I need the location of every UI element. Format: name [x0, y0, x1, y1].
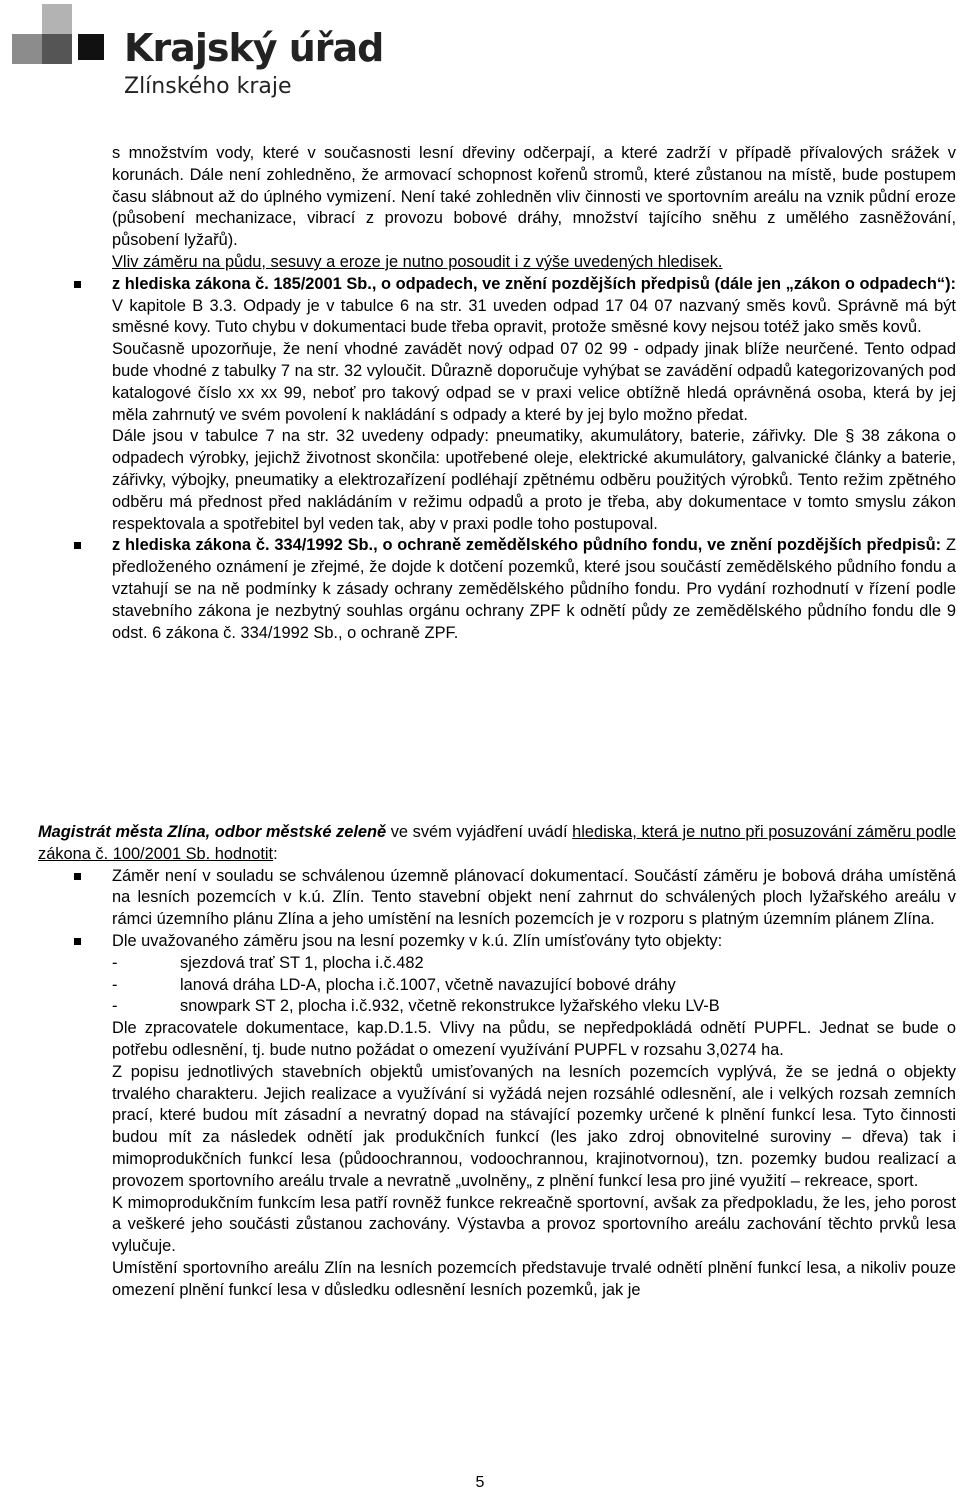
paragraph-erosion: s množstvím vody, které v současnosti lesní dřeviny odčerpají, a které zadrží v případě přívalových srážek v korunách. Dále není zohledněno, že armovací schopnost kořenů stromů, které zůstanou na místě, bude postupem času slábnout až do úplného vymizení. Není také zohledněn vliv činnosti ve sportovním areálu na vznik půdní eroze (působení mechanizace, vibrací z provozu bobové dráhy, množství tajícího sněhu z umělého zasněžování, působení lyžařů). [112, 144, 956, 250]
dash-mark: - [112, 975, 118, 994]
page-number: 5 [475, 1474, 485, 1491]
dash-item-text: snowpark ST 2, plocha i.č.932, včetně rekonstrukce lyžařského vleku LV-B [180, 997, 720, 1016]
dash-item [112, 996, 956, 1018]
dash-item [112, 953, 956, 975]
bullet-zoning-text: Záměr není v souladu se schválenou územně plánovací dokumentací. Součástí záměru je bobová dráha umístěná na lesních pozemcích v k.ú. Zlín. Tento stavební objekt není zahrnut do schválených ploch lyžařského areálu v rámci územního plánu Zlína a jeho umístění na lesních pozemcích je v rozporu s platným územním plánem Zlína. [112, 866, 956, 929]
logo-title: Krajský úřad [124, 26, 384, 70]
body-section-1 [112, 143, 956, 644]
logo-square-mid [12, 34, 42, 64]
logo-square-dark [42, 34, 72, 64]
body-section-2 [38, 822, 956, 1302]
section-heading-text: ve svém vyjádření uvádí [386, 823, 573, 841]
section-heading: Magistrát města Zlína, odbor městské zeleně [38, 823, 387, 841]
bullet-square-icon [74, 542, 81, 549]
paragraph-recreation: K mimoprodukčním funkcím lesa patří rovněž funkce rekreačně sportovní, avšak za předpokladu, že les, jeho porost a veškeré jeho součásti zůstanou zachovány. Výstavba a provoz sportovního areálu zachování těchto prvků lesa vylučuje. [112, 1193, 956, 1256]
section-heading-colon: : [273, 844, 278, 863]
bullet-waste-law-text: V kapitole B 3.3. Odpady je v tabulce 6 na str. 31 uveden odpad 17 04 07 nazvaný směs kovů. Správně má být směsné kovy. Tuto chybu v dokumentaci bude třeba opravit, protože směsné kovy nejsou totéž jako směs kovů. [112, 296, 956, 337]
bullet-zpf-law-text: Z předloženého oznámení je zřejmé, že dojde k dotčení pozemků, které jsou součástí zemědělského půdního fondu a vztahují se na ně podmínky k zásady ochrany zemědělského půdního fondu. Pro vydání rozhodnutí v řízení podle stavebního zákona je nezbytný souhlas orgánu ochrany ZPF k odnětí půdy ze zemědělského půdního fondu dle 9 odst. 6 zákona č. 334/1992 Sb., o ochraně ZPF. [112, 536, 956, 642]
bullet-square-icon [74, 938, 81, 945]
logo [12, 4, 384, 104]
dash-mark: - [112, 997, 118, 1016]
logo-subtitle: Zlínského kraje [124, 74, 292, 99]
dash-item [112, 975, 956, 997]
bullet-objects [112, 931, 956, 1302]
bullet-objects-text: Dle uvažovaného záměru jsou na lesní pozemky v k.ú. Zlín umísťovány tyto objekty: [112, 931, 723, 950]
dash-mark: - [112, 953, 118, 972]
paragraph-waste-2: Současně upozorňuje, že není vhodné zavádět nový odpad 07 02 99 - odpady jinak blíže neurčené. Tento odpad bude vhodné z tabulky 7 na str. 32 vyloučit. Důrazně doporučuje vyhýbat se zavádění odpadů kategorizovaných pod katalogové číslo xx xx 99, neboť pro takový odpad se v praxi velice obtížně hledá oprávněná osoba, která by jej měla zahrnutý ve svém povolení k nakládání s odpady a které by jej bylo možno předat. [112, 340, 956, 424]
paragraph-waste-3: Dále jsou v tabulce 7 na str. 32 uvedeny odpady: pneumatiky, akumulátory, baterie, zářivky. Dle § 38 zákona o odpadech výrobky, jejichž životnost skončila: upotřebené oleje, elektrické akumulátory, galvanické články a baterie, zářivky, výbojky, pneumatiky a elektrozařízení podléhají zpětnému odběru použitých výrobků. Tento režim zpětného odběru má přednost před nakládáním v režimu odpadů a proto je třeba, aby dokumentace v tomto smyslu zákon respektovala a spotřebitel byl veden tak, aby v praxi podle toho postupoval. [112, 427, 956, 533]
bullet-zpf-law [112, 535, 956, 644]
bullet-waste-law [112, 274, 956, 536]
bullet-square-icon [74, 873, 81, 880]
dash-item-text: sjezdová trať ST 1, plocha i.č.482 [180, 953, 424, 972]
bullet-zoning [112, 866, 956, 931]
section-heading-underlined: hlediska, která je nutno při posuzování záměru podle zákona č. 100/2001 Sb. hodnotit [38, 823, 957, 863]
logo-square-black [78, 34, 104, 60]
logo-square-light [42, 4, 72, 34]
paragraph-conclusion: Vliv záměru na půdu, sesuvy a eroze je nutno posoudit i z výše uvedených hledisek. [112, 252, 723, 271]
paragraph-permanent: Z popisu jednotlivých stavebních objektů umisťovaných na lesních pozemcích vyplývá, že se jedná o objekty trvalého charakteru. Jejich realizace a využívání si vyžádá nejen rozsáhlé odlesnění, ale i velkých rozsah zemních prací, které budou mít zásadní a nevratný dopad na stávající pozemky určené k plnění funkcí lesa. Tyto činnosti budou mít za následek odnětí jak produkčních funkcí (les jako zdroj obnovitelné suroviny – dřeva) tak i mimoprodukčních funkcí lesa (půdoochrannou, vodoochrannou, krajinotvornou), tzn. pozemky budou realizací a provozem sportovního areálu trvale a nevratně „uvolněny„ z plnění funkcí lesa pro jiné využití – rekreace, sport. [112, 1062, 956, 1190]
dash-item-text: lanová dráha LD-A, plocha i.č.1007, včetně navazující bobové dráhy [180, 975, 676, 994]
bullet-waste-law-heading: z hlediska zákona č. 185/2001 Sb., o odpadech, ve znění pozdějších předpisů (dále jen „zákon o odpadech“): [112, 274, 956, 293]
paragraph-pupfl: Dle zpracovatele dokumentace, kap.D.1.5. Vlivy na půdu, se nepředpokládá odnětí PUPFL. Jednat se bude o potřebu odlesnění, tj. bude nutno požádat o omezení využívání PUPFL v rozsahu 3,0274 ha. [112, 1019, 956, 1059]
bullet-zpf-law-heading: z hlediska zákona č. 334/1992 Sb., o ochraně zemědělského půdního fondu, ve znění pozdějších předpisů: [112, 536, 942, 555]
bullet-square-icon [74, 281, 81, 288]
paragraph-conclusion-2: Umístění sportovního areálu Zlín na lesních pozemcích představuje trvalé odnětí plnění funkcí lesa, a nikoliv pouze omezení plnění funkcí lesa v důsledku odlesnění lesních pozemků, jak je [112, 1258, 956, 1299]
